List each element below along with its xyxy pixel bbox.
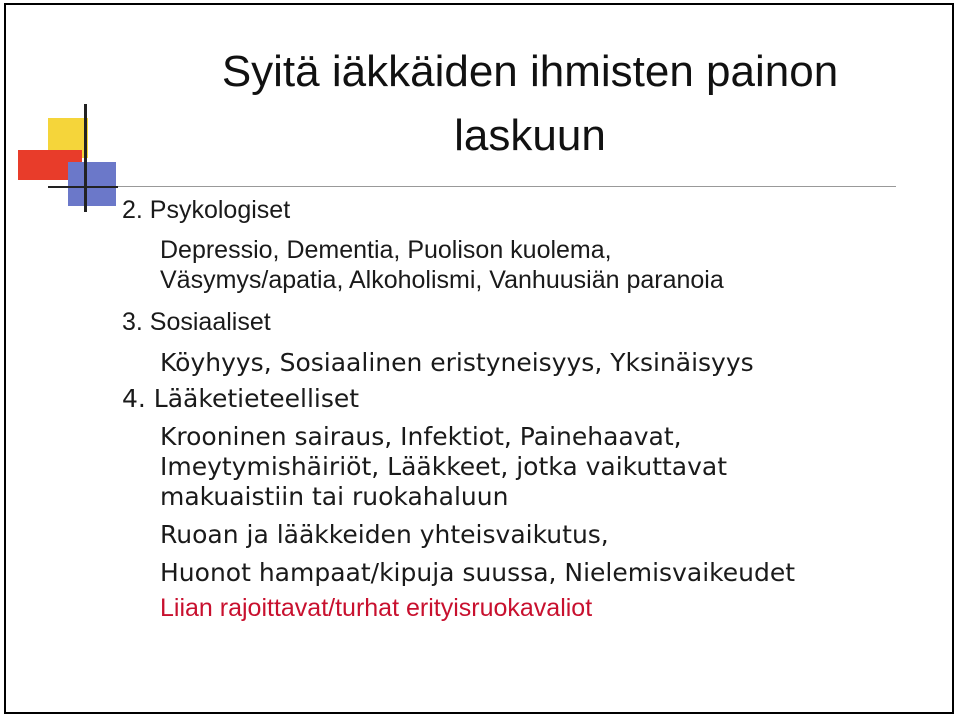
title-line-2: laskuun	[454, 111, 606, 160]
section-4-line-1: Krooninen sairaus, Infektiot, Painehaavat,	[160, 422, 682, 451]
section-2-heading: 2. Psykologiset	[122, 196, 291, 224]
blue-square	[68, 162, 116, 206]
section-3-heading: 3. Sosiaaliset	[122, 308, 271, 336]
title-line-1: Syitä iäkkäiden ihmisten painon	[221, 47, 839, 96]
section-2-line-1: Depressio, Dementia, Puolison kuolema,	[160, 236, 612, 264]
section-4-line-2: Imeytymishäiriöt, Lääkkeet, jotka vaikuttavat	[160, 452, 728, 481]
section-4-line-3: makuaistiin tai ruokahaluun	[160, 482, 509, 511]
title-underline	[50, 186, 896, 187]
section-3-line-1: Köyhyys, Sosiaalinen eristyneisyys, Yksinäisyys	[160, 348, 754, 377]
section-4-line-4: Ruoan ja lääkkeiden yhteisvaikutus,	[160, 520, 609, 549]
section-4-heading: 4. Lääketieteelliset	[122, 384, 360, 413]
section-4-line-5: Huonot hampaat/kipuja suussa, Nielemisvaikeudet	[160, 558, 796, 587]
logo-horizontal-rule	[48, 186, 118, 188]
section-4-line-6-highlight: Liian rajoittavat/turhat erityisruokavaliot	[160, 594, 593, 622]
section-2-line-2: Väsymys/apatia, Alkoholismi, Vanhuusiän paranoia	[160, 266, 724, 294]
vertical-rule	[84, 104, 87, 212]
slide-title	[120, 40, 940, 168]
